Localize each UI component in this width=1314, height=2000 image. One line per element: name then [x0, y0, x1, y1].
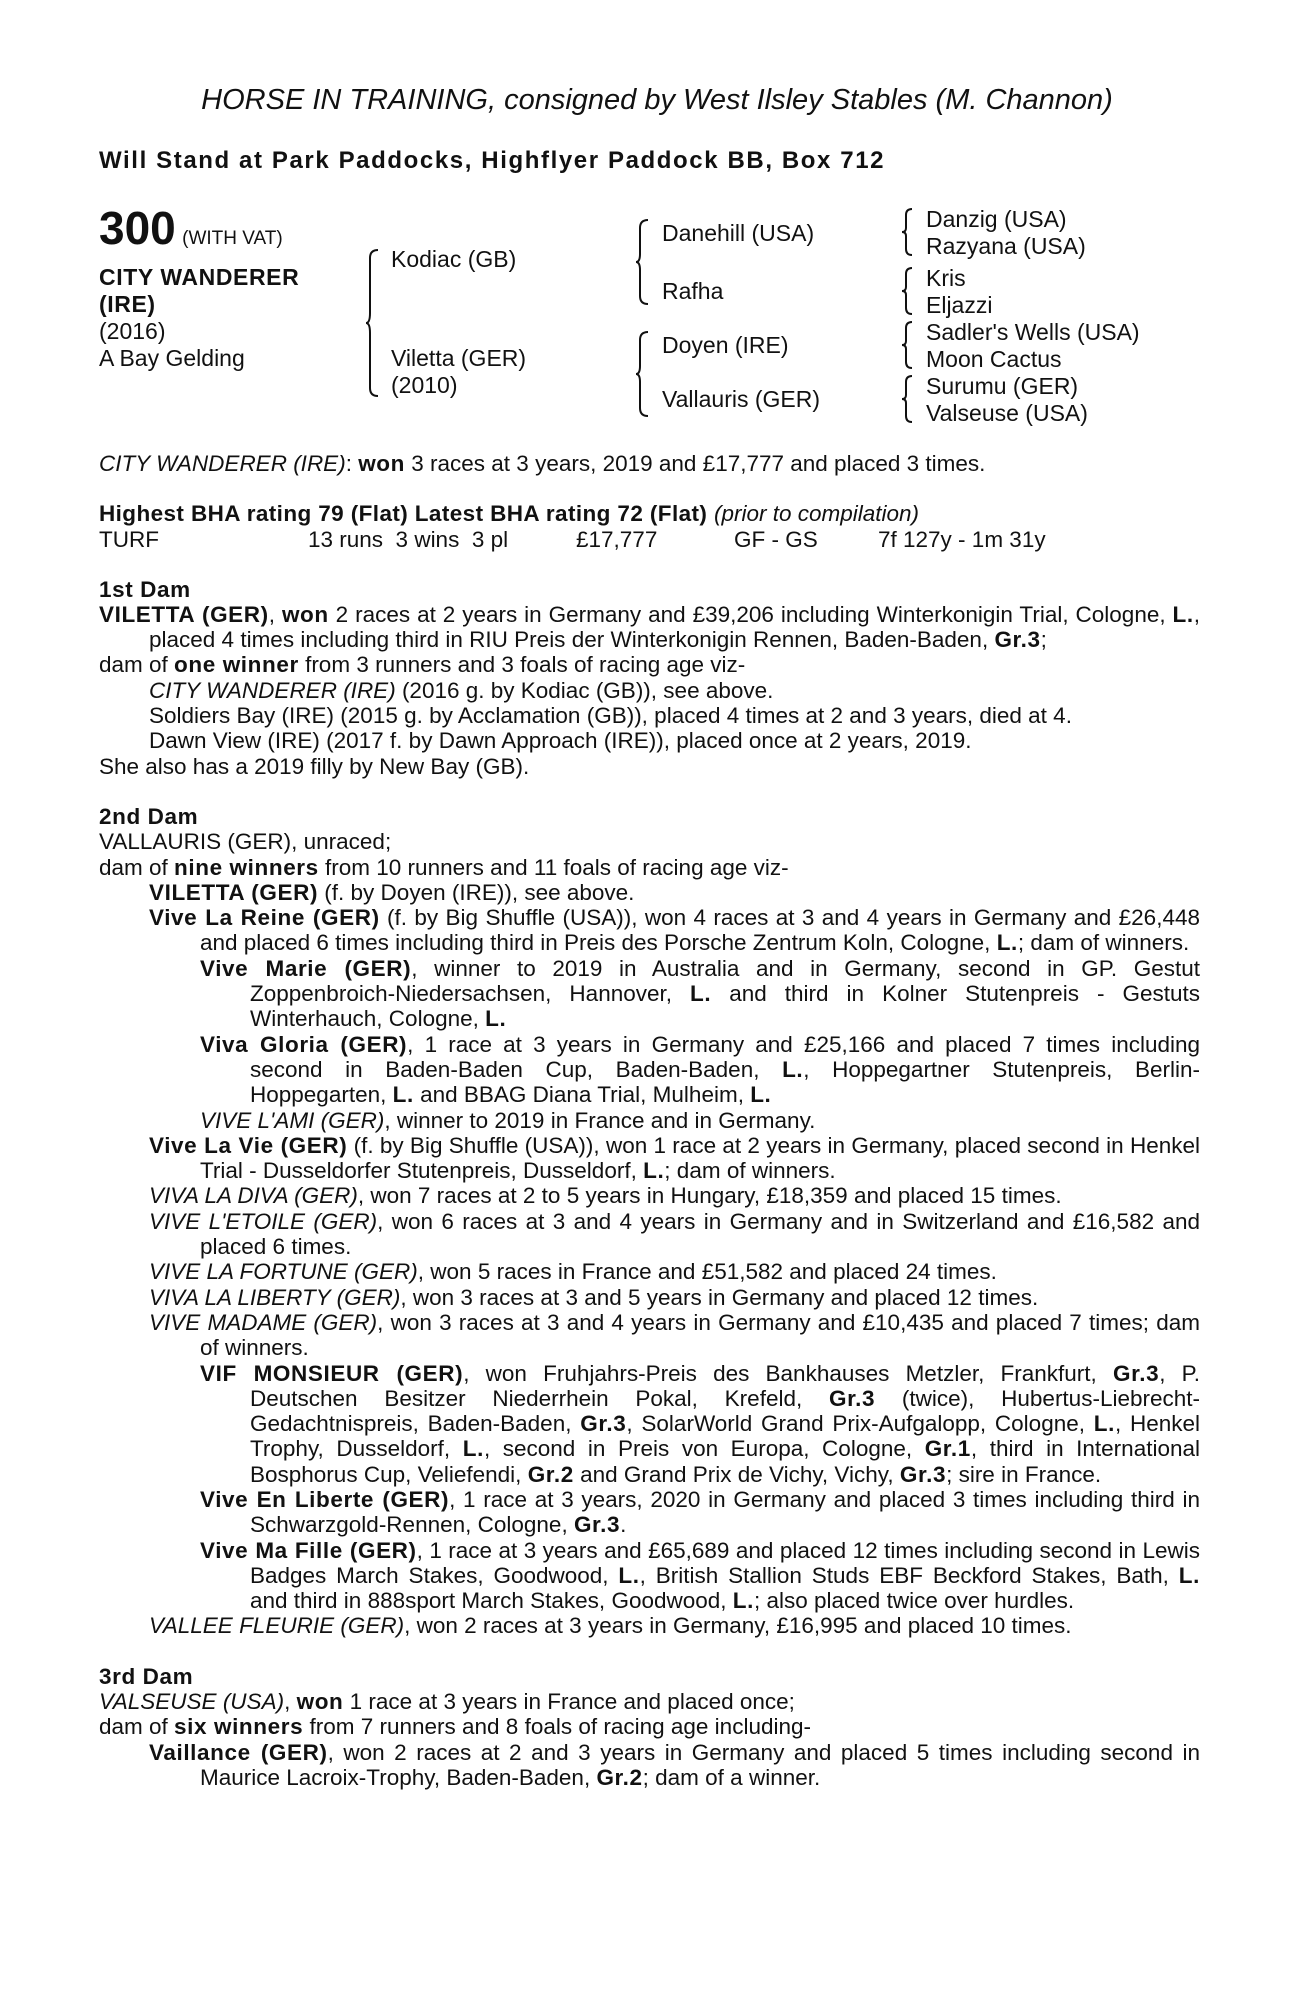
brace-icon — [902, 320, 914, 370]
produce-record — [99, 728, 1200, 753]
text-run: , placed 4 times including third in RIU Preis der Winterkonigin Rennen, Baden-Baden, — [149, 601, 1201, 653]
bold-text: L. — [1093, 1411, 1115, 1437]
going: GF - GS — [734, 526, 818, 552]
produce-record — [99, 1032, 1200, 1108]
produce-record — [99, 754, 1200, 779]
dam-year: (2010) — [391, 372, 458, 398]
sire: Kodiac (GB) — [391, 246, 517, 272]
text-run: , won 2 races at 3 years in Germany, £16,995 and placed 10 times. — [404, 1613, 1072, 1639]
text-run: from 7 runners and 8 foals of racing age including- — [303, 1714, 811, 1740]
third-generation-ancestor: Surumu (GER) — [926, 373, 1079, 399]
third-generation-ancestor: Moon Cactus — [926, 346, 1062, 372]
foaling-year: (2016) — [99, 318, 166, 344]
bold-text: nine winners — [174, 854, 319, 880]
distance-range: 7f 127y - 1m 31y — [878, 526, 1046, 552]
produce-record — [99, 956, 1200, 1032]
produce-record — [99, 1689, 1200, 1714]
bold-text: VILETTA (GER) — [99, 601, 269, 627]
bold-text: L. — [643, 1158, 665, 1184]
text-run: ; sire in France. — [946, 1461, 1102, 1487]
third-generation-ancestor: Valseuse (USA) — [926, 400, 1088, 426]
runs-wins-places: 13 runs 3 wins 3 pl — [308, 526, 509, 552]
bha-rating: Highest BHA rating 79 (Flat) Latest BHA rating 72 (Flat) — [99, 501, 714, 527]
produce-record — [99, 1361, 1200, 1487]
text-run: and BBAG Diana Trial, Mulheim, — [413, 1082, 751, 1108]
third-generation-ancestor: Razyana (USA) — [926, 233, 1086, 259]
brace-icon — [902, 266, 914, 316]
bold-text: Gr.2 — [596, 1764, 643, 1790]
sire-dam: Rafha — [662, 278, 724, 304]
text-run: , SolarWorld Grand Prix-Aufgalopp, Cologne, — [626, 1411, 1094, 1437]
italic-text: VIVA LA DIVA (GER) — [149, 1183, 358, 1209]
text-run: , 1 race at 3 years in Germany and £25,166 and placed 7 times including second in Baden-Baden Cup, Baden-Baden, — [250, 1031, 1201, 1082]
text-run: ; dam of winners. — [1017, 930, 1190, 956]
text-run: , second in Preis von Europa, Cologne, — [483, 1436, 925, 1462]
text-run: , British Stallion Studs EBF Beckford Stakes, Bath, — [639, 1562, 1179, 1588]
bold-text: L. — [1172, 601, 1194, 627]
text-run: , — [268, 601, 282, 627]
text-run: . — [620, 1512, 627, 1538]
text-run: Dawn View (IRE) (2017 f. by Dawn Approach (IRE)), placed once at 2 years, 2019. — [149, 728, 972, 754]
bold-text: L. — [996, 930, 1018, 956]
italic-text: VIVA LA LIBERTY (GER) — [149, 1284, 401, 1310]
bold-text: Vaillance (GER) — [149, 1739, 328, 1765]
bold-text: Gr.3 — [828, 1385, 876, 1411]
brace-icon — [902, 207, 914, 257]
produce-record — [99, 1108, 1200, 1133]
bold-text: Gr.3 — [573, 1512, 621, 1538]
text-run: , won 7 races at 2 to 5 years in Hungary, £18,359 and placed 15 times. — [357, 1183, 1062, 1209]
bold-text: VILETTA (GER) — [149, 879, 319, 905]
text-run: ; — [1040, 627, 1047, 653]
earnings: £17,777 — [576, 526, 658, 552]
bold-text: Gr.1 — [924, 1436, 971, 1462]
bold-text: one winner — [174, 652, 299, 678]
italic-text: VALLEE FLEURIE (GER) — [149, 1613, 405, 1639]
produce-record — [99, 880, 1200, 905]
section-heading: 1st Dam — [99, 576, 191, 602]
produce-record — [99, 1183, 1200, 1208]
horse-name: CITY WANDERER — [99, 264, 300, 290]
bold-text: won — [358, 451, 405, 476]
produce-record — [99, 1209, 1200, 1260]
bold-text: L. — [1178, 1562, 1200, 1588]
dam: Viletta (GER) — [391, 345, 527, 371]
italic-text: VALSEUSE (USA) — [99, 1689, 285, 1715]
text-run: : — [345, 451, 359, 476]
lot-number: 300 — [99, 202, 176, 254]
text-run: , P. Deutschen Besitzer Niederrhein Pokal, Krefeld, — [250, 1360, 1200, 1411]
text-run: ; dam of a winner. — [642, 1764, 821, 1790]
text-run: , 1 race at 3 years and £65,689 and placed 12 times including second in Lewis Badges March Stakes, Goodwood, — [250, 1537, 1200, 1588]
produce-record — [99, 1613, 1200, 1638]
text-run: , won 5 races in France and £51,582 and placed 24 times. — [417, 1259, 997, 1285]
text-run: (f. by Big Shuffle (USA)), won 4 races at 3 and 4 years in Germany and £26,448 and placed 6 times including third in Preis des Porsche Zentrum Koln, Cologne, — [200, 905, 1200, 956]
horse-description: A Bay Gelding — [99, 345, 245, 371]
text-run: , won 2 races at 2 and 3 years in Germany and placed 5 times including second in Maurice Lacroix-Trophy, Baden-Baden, — [200, 1739, 1200, 1790]
section-heading: 3rd Dam — [99, 1663, 194, 1689]
text-run: (twice), Hubertus-Liebrecht-Gedachtnispreis, Baden-Baden, — [250, 1385, 1200, 1437]
produce-record — [99, 855, 1200, 880]
produce-record — [99, 703, 1200, 728]
dam-section — [99, 1639, 1200, 1790]
text-run: She also has a 2019 filly by New Bay (GB). — [99, 753, 530, 779]
rating-line — [99, 501, 1200, 526]
produce-record — [99, 1740, 1200, 1791]
text-run: (f. by Doyen (IRE)), see above. — [318, 879, 635, 905]
bold-text: L. — [618, 1562, 640, 1588]
produce-record — [99, 1285, 1200, 1310]
produce-record — [99, 1259, 1200, 1284]
bold-text: L. — [690, 981, 712, 1007]
produce-record — [99, 1714, 1200, 1739]
dam-dam: Vallauris (GER) — [662, 386, 821, 412]
bold-text: Gr.2 — [527, 1461, 574, 1487]
bold-text: six winners — [174, 1714, 304, 1740]
brace-icon — [636, 330, 650, 418]
bold-text: L. — [750, 1082, 772, 1108]
text-run: ; dam of winners. — [664, 1158, 836, 1184]
bold-text: L. — [782, 1056, 804, 1082]
catalogue-body — [99, 451, 1200, 1790]
text-run: and third in 888sport March Stakes, Goodwood, — [250, 1588, 733, 1614]
bold-text: Vive La Vie (GER) — [149, 1132, 348, 1158]
produce-record — [99, 1310, 1200, 1361]
bold-text: Gr.3 — [580, 1411, 627, 1437]
dam-section — [99, 779, 1200, 1639]
text-run: , Henkel Trophy, Dusseldorf, — [250, 1411, 1200, 1462]
text-run: , — [284, 1689, 297, 1715]
text-run: (f. by Big Shuffle (USA)), won 1 race at 2 years in Germany, placed second in Henkel Trial - Dusseldorfer Stutenpreis, Dusseldorf, — [200, 1132, 1200, 1184]
horse-country: (IRE) — [99, 291, 156, 317]
location-line: Will Stand at Park Paddocks, Highflyer Paddock BB, Box 712 — [99, 147, 886, 174]
bold-text: Gr.3 — [1113, 1360, 1160, 1386]
third-generation-ancestor: Eljazzi — [926, 292, 993, 318]
rating-note: (prior to compilation) — [713, 501, 920, 527]
italic-text: VIVE L'ETOILE (GER) — [149, 1208, 378, 1234]
text-run: , won 3 races at 3 and 5 years in Germany and placed 12 times. — [400, 1284, 1039, 1310]
bold-text: Viva Gloria (GER) — [200, 1031, 408, 1057]
race-summary — [99, 451, 1200, 476]
dam-sections — [99, 577, 1200, 1791]
text-run: VALLAURIS (GER), unraced; — [99, 829, 392, 855]
text-run: and third in Kolner Stutenpreis - Gestuts Winterhauch, Cologne, — [250, 981, 1200, 1032]
bold-text: L. — [485, 1006, 507, 1032]
text-run: , winner to 2019 in Australia and in Germany, second in GP. Gestut Zoppenbroich-Niedersachsen, Hannover, — [250, 955, 1200, 1007]
produce-record — [99, 905, 1200, 956]
third-generation-ancestor: Kris — [926, 265, 966, 291]
italic-text: CITY WANDERER (IRE) — [149, 677, 396, 703]
text-run: 3 races at 3 years, 2019 and £17,777 and placed 3 times. — [405, 451, 986, 476]
bold-text: L. — [392, 1082, 414, 1108]
text-run: dam of — [99, 652, 175, 678]
sire-sire: Danehill (USA) — [662, 220, 815, 246]
text-run: , winner to 2019 in France and in Germany. — [384, 1107, 816, 1133]
catalogue-title: HORSE IN TRAINING, consigned by West Ilsley Stables (M. Channon) — [201, 84, 1113, 116]
surface: TURF — [99, 526, 159, 552]
produce-record — [99, 678, 1200, 703]
bold-text: Vive Ma Fille (GER) — [200, 1537, 417, 1563]
section-heading: 2nd Dam — [99, 803, 199, 829]
bold-text: Vive En Liberte (GER) — [200, 1486, 450, 1512]
text-run: 1 race at 3 years in France and placed once; — [343, 1689, 795, 1715]
bold-text: VIF MONSIEUR (GER) — [200, 1360, 464, 1386]
text-run: , won Fruhjahrs-Preis des Bankhauses Metzler, Frankfurt, — [463, 1360, 1113, 1386]
text-run: , third in International Bosphorus Cup, Veliefendi, — [250, 1436, 1200, 1487]
italic-text: VIVE MADAME (GER) — [149, 1309, 378, 1335]
text-run: from 10 runners and 11 foals of racing age viz- — [318, 854, 789, 880]
text-run: , Hoppegartner Stutenpreis, Berlin-Hoppegarten, — [250, 1056, 1200, 1108]
third-generation-ancestor: Sadler's Wells (USA) — [926, 319, 1140, 345]
text-run: , 1 race at 3 years, 2020 in Germany and placed 3 times including third in Schwarzgold-Rennen, Cologne, — [250, 1486, 1200, 1538]
bold-text: Vive Marie (GER) — [200, 955, 412, 981]
italic-text: VIVE LA FORTUNE (GER) — [149, 1259, 418, 1285]
produce-record — [99, 829, 1200, 854]
bold-text: Vive La Reine (GER) — [149, 905, 380, 931]
produce-record — [99, 652, 1200, 677]
vat-label: (WITH VAT) — [182, 228, 283, 249]
text-run: , won 6 races at 3 and 4 years in Germany and in Switzerland and £16,582 and placed 6 times. — [200, 1208, 1200, 1260]
dam-sire: Doyen (IRE) — [662, 332, 789, 358]
italic-text: CITY WANDERER (IRE) — [99, 451, 346, 476]
text-run: ; also placed twice over hurdles. — [753, 1588, 1075, 1614]
italic-text: VIVE L'AMI (GER) — [200, 1107, 385, 1133]
race-record-row — [99, 527, 1200, 552]
bold-text: Gr.3 — [899, 1461, 947, 1487]
third-generation-ancestor: Danzig (USA) — [926, 206, 1067, 232]
text-run: dam of — [99, 854, 175, 880]
text-run: and Grand Prix de Vichy, Vichy, — [573, 1461, 900, 1487]
bold-text: L. — [462, 1436, 484, 1462]
text-run: 2 races at 2 years in Germany and £39,206 including Winterkonigin Trial, Cologne, — [328, 601, 1173, 627]
text-run: Soldiers Bay (IRE) (2015 g. by Acclamation (GB)), placed 4 times at 2 and 3 years, died at 4. — [149, 703, 1072, 729]
bold-text: L. — [732, 1588, 754, 1614]
bold-text: won — [281, 601, 329, 627]
text-run: (2016 g. by Kodiac (GB)), see above. — [395, 677, 774, 703]
brace-icon — [636, 218, 650, 306]
produce-record — [99, 1133, 1200, 1184]
lot-number-line — [99, 202, 283, 254]
bold-text: Gr.3 — [994, 627, 1041, 653]
brace-icon — [902, 374, 914, 424]
brace-icon — [366, 248, 380, 398]
produce-record — [99, 1538, 1200, 1614]
text-run: dam of — [99, 1714, 175, 1740]
dam-section — [99, 577, 1200, 779]
bold-text: won — [296, 1689, 344, 1715]
text-run: , won 3 races at 3 and 4 years in Germany and £10,435 and placed 7 times; dam of winners. — [200, 1309, 1200, 1361]
produce-record — [99, 1487, 1200, 1538]
produce-record — [99, 602, 1200, 653]
text-run: from 3 runners and 3 foals of racing age viz- — [298, 652, 746, 678]
